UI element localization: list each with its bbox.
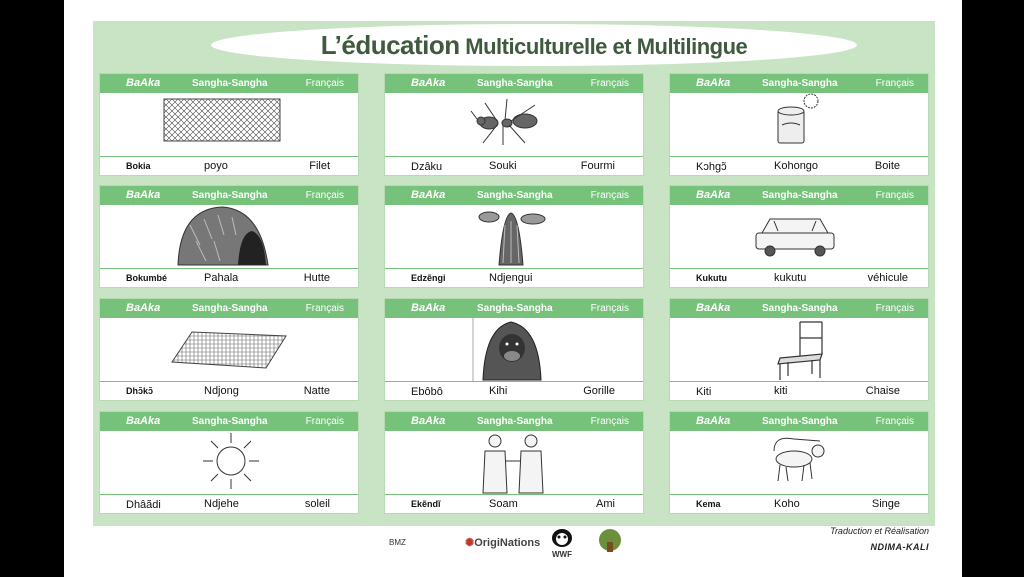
word-card-hutte — [99, 185, 359, 288]
header-sangha: Sangha-Sangha — [477, 190, 553, 201]
bmz-logo — [389, 538, 406, 547]
title-part-2: Multiculturelle et Multilingue — [465, 33, 748, 59]
word-francais: véhicule — [867, 272, 908, 284]
word-baaka: Ebôbô — [411, 386, 443, 398]
car-icon — [670, 205, 928, 268]
card-words — [670, 381, 928, 401]
header-francais: Français — [590, 303, 629, 314]
monkey-icon — [670, 431, 928, 494]
wwf-logo — [549, 528, 575, 559]
card-words — [670, 268, 928, 288]
chair-icon — [670, 318, 928, 381]
word-sangha: kukutu — [774, 272, 807, 284]
board — [93, 21, 935, 526]
hut-icon — [100, 205, 358, 268]
word-baaka: Kukutu — [696, 273, 727, 283]
header-baaka: BaAka — [126, 302, 161, 314]
gorilla-icon — [385, 318, 643, 381]
word-sangha: poyo — [204, 160, 228, 172]
card-header — [385, 299, 643, 318]
word-francais: soleil — [304, 498, 330, 510]
header-baaka: BaAka — [411, 189, 446, 201]
card-words — [100, 156, 358, 176]
word-francais: Fourmi — [580, 160, 615, 172]
word-francais: Ami — [596, 498, 615, 510]
originations-label: OrigiNations — [474, 537, 541, 549]
card-words — [670, 156, 928, 176]
header-sangha: Sangha-Sangha — [477, 78, 553, 89]
header-francais: Français — [305, 78, 344, 89]
sun-icon — [100, 431, 358, 494]
word-francais: Hutte — [303, 272, 330, 284]
net-icon — [100, 93, 358, 156]
ndima-kali-logo — [595, 528, 625, 556]
word-baaka: Dhâãdi — [126, 499, 161, 511]
word-card-fourmi — [384, 73, 644, 176]
header-sangha: Sangha-Sangha — [762, 303, 838, 314]
word-card-soleil — [99, 411, 359, 514]
header-baaka: BaAka — [126, 77, 161, 89]
word-sangha: Kohongo — [774, 160, 819, 172]
wwf-label: WWF — [552, 550, 572, 559]
mat-icon — [100, 318, 358, 381]
word-baaka: Edzẽngi — [411, 273, 446, 283]
ant-icon — [385, 93, 643, 156]
card-words — [385, 156, 643, 176]
card-words — [100, 381, 358, 401]
credit — [830, 526, 929, 552]
header-francais: Français — [875, 78, 914, 89]
word-francais: Chaise — [865, 385, 900, 397]
card-header — [100, 299, 358, 318]
card-header — [385, 74, 643, 93]
friends-icon — [385, 431, 643, 494]
word-sangha: Ndjengui — [489, 272, 533, 284]
card-header — [670, 299, 928, 318]
word-card-filet — [99, 73, 359, 176]
word-card-gorille — [384, 298, 644, 401]
word-baaka: Ekẽndĩ — [411, 499, 441, 509]
card-header — [670, 412, 928, 431]
word-card-ndjengui — [384, 185, 644, 288]
word-baaka: Dzâku — [411, 161, 443, 173]
word-francais: Filet — [309, 160, 330, 172]
header-baaka: BaAka — [696, 302, 731, 314]
header-francais: Français — [305, 190, 344, 201]
card-header — [670, 74, 928, 93]
word-sangha: Pahala — [204, 272, 239, 284]
header-sangha: Sangha-Sangha — [762, 78, 838, 89]
header-baaka: BaAka — [126, 189, 161, 201]
header-sangha: Sangha-Sangha — [192, 190, 268, 201]
header-sangha: Sangha-Sangha — [477, 416, 553, 427]
header-baaka: BaAka — [411, 415, 446, 427]
header-sangha: Sangha-Sangha — [762, 416, 838, 427]
card-words — [100, 494, 358, 514]
header-baaka: BaAka — [126, 415, 161, 427]
word-sangha: kiti — [774, 385, 788, 397]
title-banner — [211, 24, 857, 66]
header-francais: Français — [875, 416, 914, 427]
header-sangha: Sangha-Sangha — [477, 303, 553, 314]
header-baaka: BaAka — [411, 302, 446, 314]
header-sangha: Sangha-Sangha — [192, 303, 268, 314]
word-baaka: Kema — [696, 499, 721, 509]
header-francais: Français — [305, 303, 344, 314]
card-words — [100, 268, 358, 288]
credit-name: NDIMA-KALI — [870, 542, 929, 552]
credit-line: Traduction et Réalisation — [830, 526, 929, 536]
header-sangha: Sangha-Sangha — [192, 78, 268, 89]
card-words — [385, 268, 643, 288]
word-sangha: Ndjong — [204, 385, 239, 397]
header-francais: Français — [590, 190, 629, 201]
spirit-icon — [385, 205, 643, 268]
word-sangha: Koho — [774, 498, 800, 510]
card-header — [385, 412, 643, 431]
word-francais: Boite — [874, 160, 900, 172]
header-francais: Français — [590, 78, 629, 89]
word-sangha: Souki — [489, 160, 517, 172]
poster — [64, 0, 962, 577]
word-baaka: Dhɔ̃kɔ̃ — [126, 386, 154, 396]
header-baaka: BaAka — [411, 77, 446, 89]
word-card-ami — [384, 411, 644, 514]
word-card-singe — [669, 411, 929, 514]
card-words — [385, 494, 643, 514]
word-baaka: Kɔhgɔ̃ — [696, 161, 727, 173]
word-card-natte — [99, 298, 359, 401]
word-francais: Singe — [871, 498, 900, 510]
header-francais: Français — [305, 416, 344, 427]
title-part-1: L’éducation — [320, 29, 460, 60]
header-baaka: BaAka — [696, 415, 731, 427]
tin-can-icon — [670, 93, 928, 156]
word-francais: Natte — [303, 385, 330, 397]
card-words — [385, 381, 643, 401]
header-francais: Français — [875, 303, 914, 314]
word-card-boite — [669, 73, 929, 176]
word-baaka: Bokia — [126, 161, 151, 171]
word-card-vehicule — [669, 185, 929, 288]
header-sangha: Sangha-Sangha — [762, 190, 838, 201]
header-sangha: Sangha-Sangha — [192, 416, 268, 427]
header-baaka: BaAka — [696, 189, 731, 201]
word-baaka: Bokumbé — [126, 273, 168, 283]
card-header — [385, 186, 643, 205]
bmz-label: BMZ — [389, 538, 406, 547]
card-header — [100, 186, 358, 205]
word-card-chaise — [669, 298, 929, 401]
card-words — [670, 494, 928, 514]
card-header — [100, 412, 358, 431]
header-francais: Français — [875, 190, 914, 201]
word-sangha: Kihi — [489, 385, 508, 397]
header-baaka: BaAka — [696, 77, 731, 89]
word-baaka: Kiti — [696, 386, 712, 398]
header-francais: Français — [590, 416, 629, 427]
word-francais: Gorille — [583, 385, 615, 397]
footer — [93, 526, 935, 570]
card-header — [670, 186, 928, 205]
card-header — [100, 74, 358, 93]
originations-logo: ✺OrigiNations — [465, 537, 541, 549]
word-sangha: Ndjehe — [204, 498, 239, 510]
page-title — [321, 30, 748, 61]
word-sangha: Soam — [489, 498, 518, 510]
